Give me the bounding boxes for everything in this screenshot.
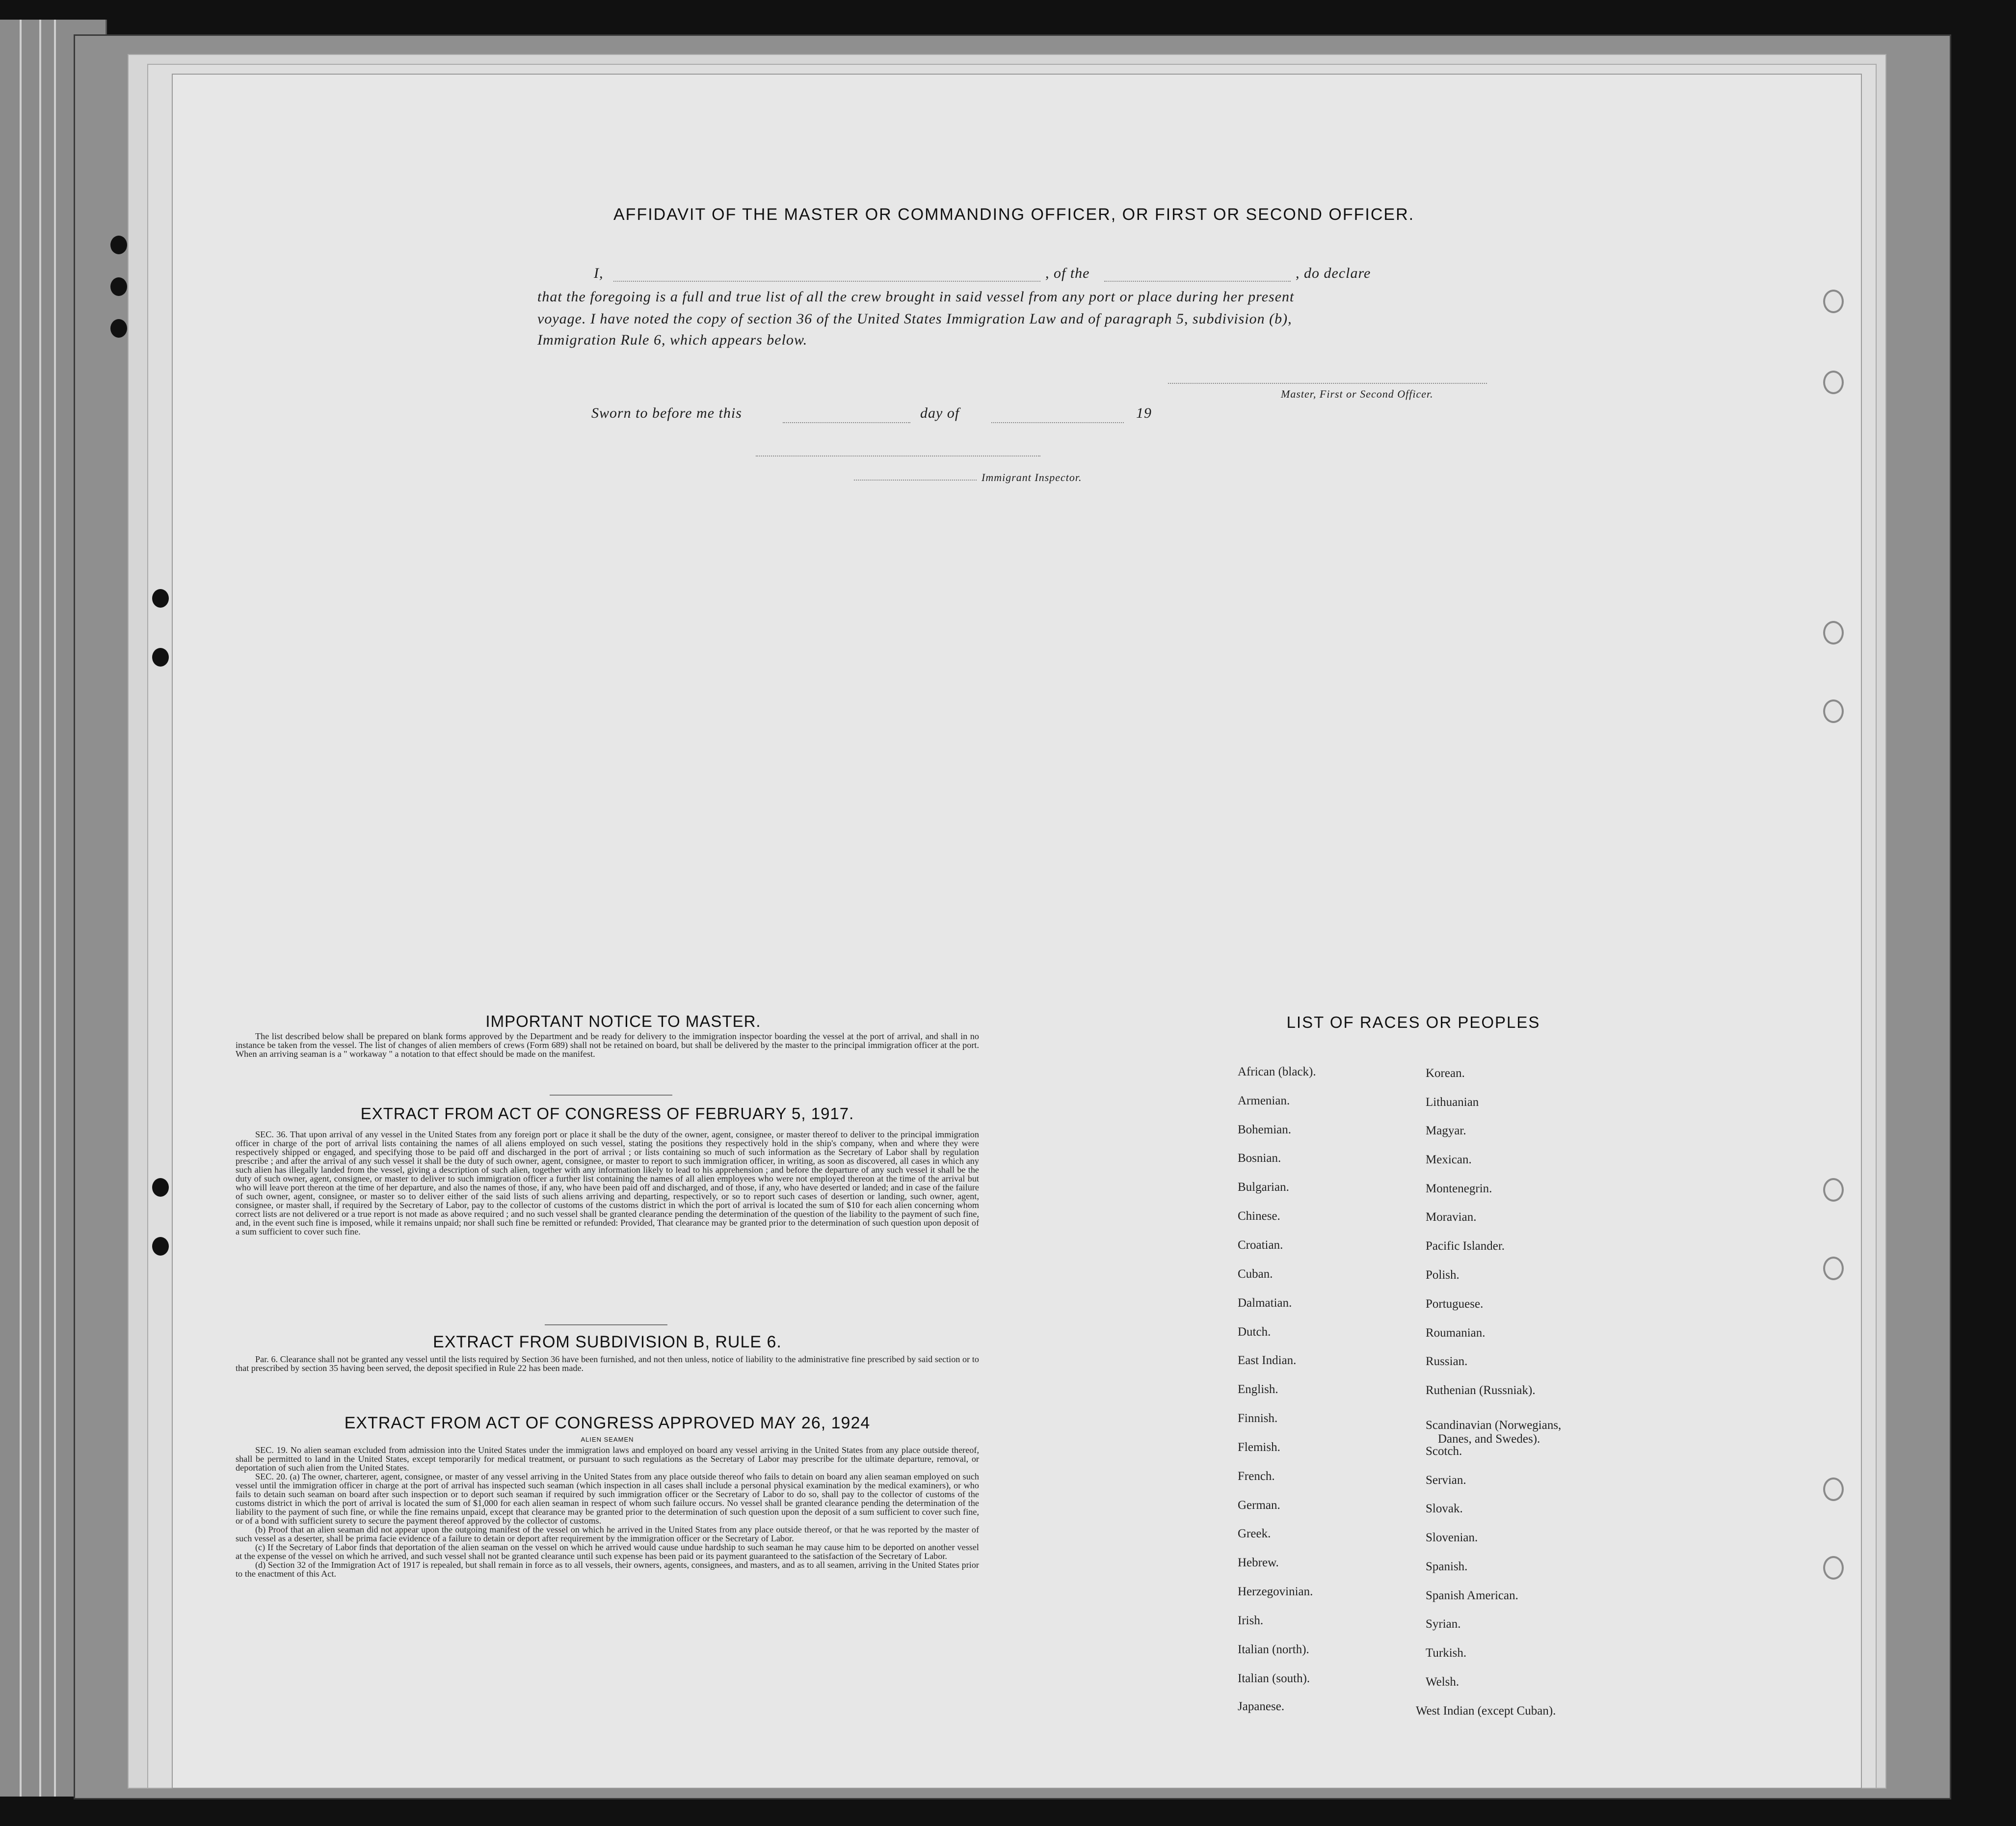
affidavit-line-3: voyage. I have noted the copy of section 36 of the United States Immigration Law and of paragraph 5, subdivision (b), [537,311,1292,327]
notice-title: IMPORTANT NOTICE TO MASTER. [485,1012,761,1030]
punch-ring [1823,1257,1844,1280]
race-item: Herzegovinian. [1238,1585,1313,1598]
race-item: Montenegrin. [1426,1182,1492,1195]
races-title: LIST OF RACES OR PEOPLES [1286,1013,1540,1031]
race-item: Spanish American. [1426,1589,1518,1602]
race-item: Italian (south). [1238,1672,1310,1685]
vessel-blank[interactable] [1104,281,1291,282]
notice-text: The list described below shall be prepared on blank forms approved by the Department and be ready for delivery to the immigration inspector boarding the vessel at the port of arrival, and shall in no instance be taken from the vessel. The list of changes of alien members of crews (Form 689) shall not be retained on board, but shall be delivered by the master to the principal immigration officer at the port. When an arriving seaman is a " workaway " a notation to that effect should be made on the manifest. [236,1031,979,1059]
punch-ring [1823,621,1844,644]
race-item: Ruthenian (Russniak). [1426,1384,1536,1397]
inspector-label: Immigrant Inspector. [981,471,1082,483]
sworn-label: Sworn to before me this [591,405,742,421]
race-item: Hebrew. [1238,1556,1279,1569]
race-item: Mexican. [1426,1153,1472,1166]
race-item: Spanish. [1426,1560,1468,1573]
race-item: Turkish. [1426,1646,1467,1660]
race-item: Moravian. [1426,1210,1477,1224]
race-item: Russian. [1426,1355,1468,1368]
race-item: Finnish. [1238,1412,1278,1425]
race-item: French. [1238,1470,1275,1483]
punch-hole [152,648,169,667]
punch-ring [1823,1178,1844,1202]
name-blank[interactable] [613,281,1040,282]
punch-ring [1823,1556,1844,1580]
race-item: Bulgarian. [1238,1181,1289,1194]
punch-hole [152,1237,169,1256]
race-item: German. [1238,1499,1280,1512]
extract-1917-text: SEC. 36. That upon arrival of any vessel in the United States from any foreign port or place it shall be the duty of the owner, agent, consignee, or master thereof to deliver to the principal immigration officer in charge of the port of arrival lists containing the names of all aliens employed on such vessel, stating the positions they respectively hold in the ship's company, when and where they were respectively shipped or engaged, and specifying those to be paid off and discharged in the port of arrival ; or lists containing so much of such information as the Secretary of Labor shall by regulation prescribe ; and after the arrival of any such vessel it shall be the duty of such owner, agent, consignee, or master to report to such immigration officer, in writing, as soon as discovered, all cases in which any such alien has illegally landed from the vessel, giving a description of such alien, together with any information likely to lead to his apprehension ; and before the departure of any such vessel it shall be the duty of such owner, agent, consignee, or master to deliver to such immigration officer a further list containing the names of all alien employees who were not employed thereon at the time of the arrival but who will leave port thereon at the time of her departure, and also the names of those, if any, who have been paid off and discharged, and of those, if any, who have deserted or landed; and in case of the failure of such owner, agent, consignee, or master so to deliver either of the said lists of such aliens arriving and departing, respectively, or so to report such cases of desertion or landing, such owner, agent, consignee, or master shall, if required by the Secretary of Labor, pay to the collector of customs of the customs district in which the port of arrival is located the sum of $10 for each alien concerning whom correct lists are not delivered or a true report is not made as above required ; and no such vessel shall be granted clearance pending the determination of the question of the liability to the payment of such fine, and, in the event such fine is imposed, while it remains unpaid; nor shall such fine be remitted or refunded: Provided, That clearance may be granted prior to the determination of such question upon deposit of a sum sufficient to cover such fine. [236,1129,979,1236]
race-item: Slovak. [1426,1502,1463,1515]
subdivision-text: Par. 6. Clearance shall not be granted any vessel until the lists required by Section 36 have been furnished, and not then unless, notice of liability to the administrative fine prescribed by said section or to that prescribed by section 35 having been served, the deposit specified in Rule 22 has been made. [236,1354,979,1373]
race-item: Korean. [1426,1067,1465,1080]
race-item: West Indian (except Cuban). [1416,1704,1556,1718]
master-label: Master, First or Second Officer. [1281,388,1433,400]
sworn-month-blank[interactable] [991,422,1124,423]
race-item: Polish. [1426,1268,1459,1282]
divider [545,1324,667,1325]
divider [550,1095,672,1096]
affidavit-declare: , do declare [1296,265,1371,281]
punch-ring [1823,1477,1844,1501]
affidavit-i: I, [594,265,604,281]
punch-hole [152,1178,169,1197]
race-item: Slovenian. [1426,1531,1478,1544]
race-item: Chinese. [1238,1209,1280,1223]
race-item: Greek. [1238,1527,1271,1540]
punch-hole [152,589,169,608]
race-item: Scotch. [1426,1445,1462,1458]
year-label: 19 [1136,405,1152,421]
race-item: Danes, and Swedes). [1438,1432,1540,1446]
affidavit-title: AFFIDAVIT OF THE MASTER OR COMMANDING OFFICER, OR FIRST OR SECOND OFFICER. [613,205,1415,224]
affidavit-line-2: that the foregoing is a full and true list of all the crew brought in said vessel from any port or place during her present [537,289,1295,305]
inspector-signature-line[interactable] [854,480,977,481]
race-item: English. [1238,1383,1278,1396]
day-of-label: day of [920,405,960,421]
subdivision-title: EXTRACT FROM SUBDIVISION B, RULE 6. [433,1333,782,1351]
race-item: East Indian. [1238,1354,1297,1367]
race-item: Italian (north). [1238,1643,1309,1656]
extract-1917-title: EXTRACT FROM ACT OF CONGRESS OF FEBRUARY 5, 1917. [360,1104,854,1123]
master-signature-line[interactable] [1168,383,1487,384]
affidavit-of-the: , of the [1045,265,1090,281]
race-item: Scandinavian (Norwegians, [1426,1419,1562,1432]
extract-1924-text: SEC. 19. No alien seaman excluded from admission into the United States under the immigration laws and employed on board any vessel arriving in the United States from any place outside thereof, shall be permitted to land in the United States, except temporarily for medical treatment, or pursuant to such regulations as the Secretary of Labor may prescribe for the ultimate departure, removal, or deportation of such alien from the United States. SEC. 20. (a) The owner, charterer, agent, consignee, or master of any vessel arriving in the United States from any place outside thereof who fails to detain on board any alien seaman employed on such vessel until the immigration officer in charge at the port of arrival has inspected such seaman (which inspection in all cases shall include a personal physical examination by the medical examiners), or who fails to detain such seaman on board after such inspection or to deport such seaman if required by such immigration officer or the Secretary of Labor to do so, shall pay to the collector of customs of the customs district in which the port of arrival is located the sum of $1,000 for each alien seaman in respect of whom such failure occurs. No vessel shall be granted clearance pending the determination of the liability to the payment of such fine, or while the fine remains unpaid, except that clearance may be granted prior to the determination of such question upon the deposit of a sum sufficient to cover such fine, or of a bond with sufficient surety to secure the payment thereof approved by the collector of customs. (b) Proof that an alien seaman did not appear upon the outgoing manifest of the vessel on which he arrived in the United States from any place outside thereof, or that he was reported by the master of such vessel as a deserter, shall be prima facie evidence of a failure to detain or deport after requirement by the immigration officer or the Secretary of Labor. (c) If the Secretary of Labor finds that deportation of the alien seaman on the vessel on which he arrived would cause undue hardship to such seaman he may cause him to be deported on another vessel at the expense of the vessel on which he arrived, and such vessel shall not be granted clearance until such expense has been paid or its payment guaranteed to the satisfaction of the Secretary of Labor. (d) Section 32 of the Immigration Act of 1917 is repealed, but shall remain in force as to all vessels, their owners, agents, consignees, and masters, and as to all seamen, arriving in the United States prior to the enactment of this Act. [236,1445,979,1579]
race-item: Portuguese. [1426,1297,1484,1311]
race-item: Dalmatian. [1238,1296,1292,1310]
punch-ring [1823,371,1844,394]
race-item: Armenian. [1238,1094,1290,1107]
punch-ring [1823,699,1844,723]
race-item: Pacific Islander. [1426,1239,1505,1253]
punch-ring [1823,290,1844,313]
race-item: Dutch. [1238,1325,1271,1339]
race-item: Cuban. [1238,1267,1273,1281]
race-item: African (black). [1238,1065,1316,1078]
race-item: Bohemian. [1238,1123,1292,1136]
race-item: Roumanian. [1426,1326,1485,1340]
race-item: Welsh. [1426,1675,1459,1689]
alien-seamen-subtitle: ALIEN SEAMEN [581,1436,634,1443]
affidavit-line-4: Immigration Rule 6, which appears below. [537,332,808,348]
race-item: Servian. [1426,1474,1466,1487]
punch-hole [110,277,127,296]
punch-hole [110,319,127,338]
punch-hole [110,236,127,254]
sworn-day-blank[interactable] [783,422,910,423]
race-item: Flemish. [1238,1441,1280,1454]
race-item: Bosnian. [1238,1152,1281,1165]
race-item: Irish. [1238,1614,1264,1627]
race-item: Syrian. [1426,1617,1461,1631]
race-item: Magyar. [1426,1124,1466,1137]
extract-1924-title: EXTRACT FROM ACT OF CONGRESS APPROVED MAY 26, 1924 [344,1414,871,1432]
race-item: Lithuanian [1426,1096,1479,1109]
race-item: Croatian. [1238,1238,1283,1252]
race-item: Japanese. [1238,1700,1285,1713]
